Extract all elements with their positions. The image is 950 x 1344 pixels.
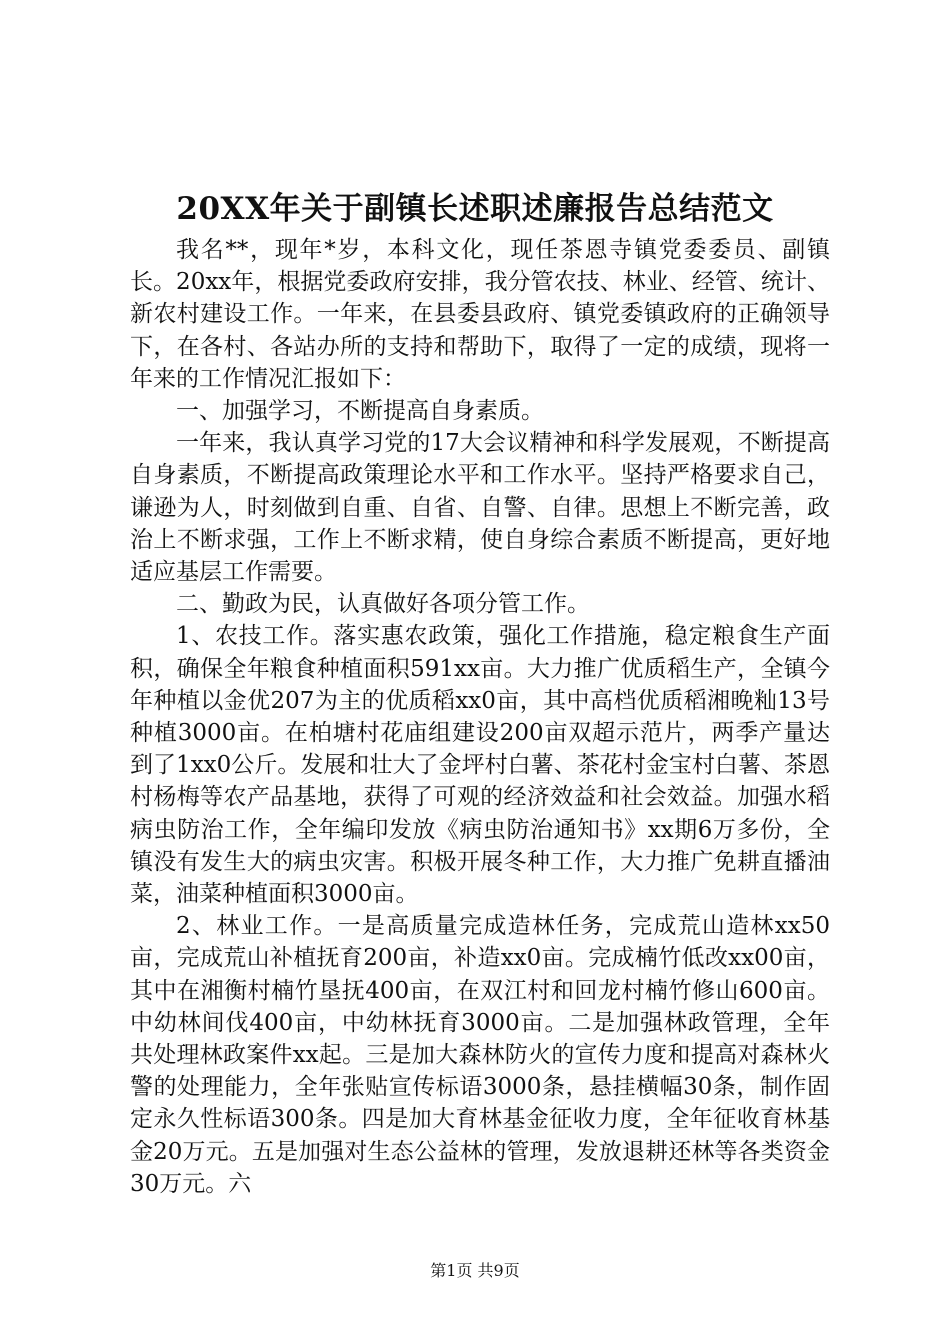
paragraph-heading-2: 二、勤政为民，认真做好各项分管工作。 — [176, 591, 590, 618]
paragraph-study: 一年来，我认真学习党的17大会议精神和科学发展观，不断提高自身素质，不断提高政策理论水平和工作水平。坚持严格要求自己，谦逊为人，时刻做到自重、自省、自警、自律。思想上不断完善，政治上不断求强，工作上不断求精，使自身综合素质不断提高，更好地适应基层工作需要。 — [130, 430, 830, 586]
document-title: 20XX年关于副镇长述职述廉报告总结范文 — [176, 191, 774, 227]
document-body — [130, 234, 830, 1200]
paragraph-intro: 我名**，现年*岁，本科文化，现任茶恩寺镇党委委员、副镇长。20xx年，根据党委政府安排，我分管农技、林业、经管、统计、新农村建设工作。一年来，在县委县政府、镇党委镇政府的正确领导下，在各村、各站办所的支持和帮助下，取得了一定的成绩，现将一年来的工作情况汇报如下： — [130, 237, 830, 392]
paragraph-forestry: 2、林业工作。一是高质量完成造林任务，完成荒山造林xx50亩，完成荒山补植抚育200亩，补造xx0亩。完成楠竹低改xx00亩，其中在湘衡村楠竹垦抚400亩，在双江村和回龙村楠竹修山600亩。中幼林间伐400亩，中幼林抚育3000亩。二是加强林政管理，全年共处理林政案件xx起。三是加大森林防火的宣传力度和提高对森林火警的处理能力，全年张贴宣传标语3000条，悬挂横幅30条，制作固定永久性标语300条。四是加大育林基金征收力度，全年征收育林基金20万元。五是加强对生态公益林的管理，发放退耕还林等各类资金30万元。六 — [130, 913, 830, 1197]
paragraph-agriculture: 1、农技工作。落实惠农政策，强化工作措施，稳定粮食生产面积，确保全年粮食种植面积591xx亩。大力推广优质稻生产，全镇今年种植以金优207为主的优质稻xx0亩，其中高档优质稻湘晚籼13号种植3000亩。在柏塘村花庙组建设200亩双超示范片，两季产量达到了1xx0公斤。发展和壮大了金坪村白薯、茶花村金宝村白薯、茶恩村杨梅等农产品基地，获得了可观的经济效益和社会效益。加强水稻病虫防治工作，全年编印发放《病虫防治通知书》xx期6万多份，全镇没有发生大的病虫灾害。积极开展冬种工作，大力推广免耕直播油菜，油菜种植面积3000亩。 — [130, 623, 830, 908]
paragraph-heading-1: 一、加强学习，不断提高自身素质。 — [176, 398, 544, 425]
page-footer: 第1页 共9页 — [430, 1261, 520, 1280]
